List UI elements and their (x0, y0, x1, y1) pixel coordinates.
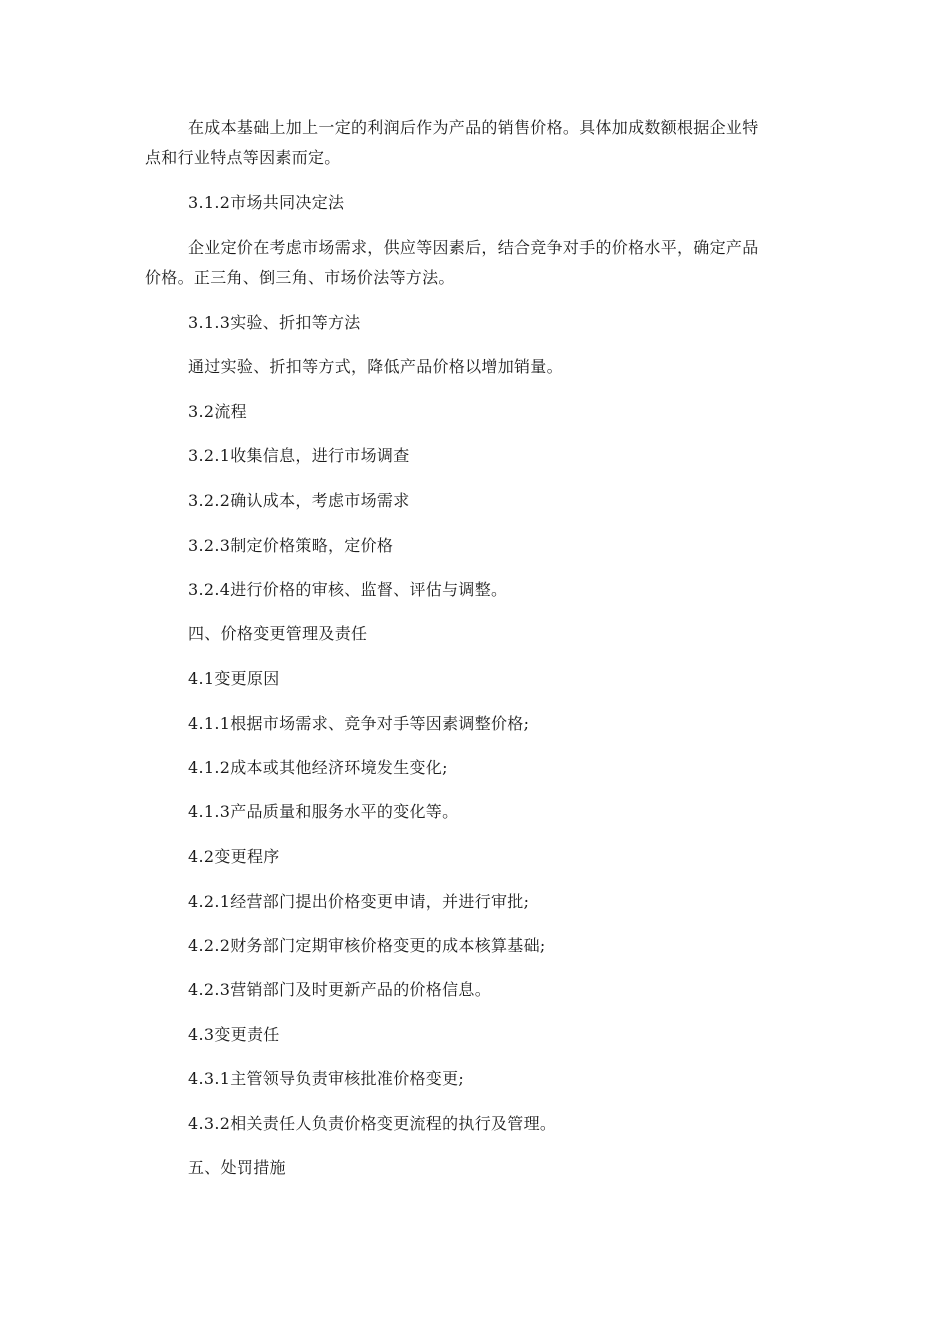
section-heading: 3.1.2市场共同决定法 (188, 193, 345, 212)
paragraph-line: 通过实验、折扣等方式，降低产品价格以增加销量。 (188, 357, 563, 376)
list-item: 4.1.1根据市场需求、竞争对手等因素调整价格; (188, 714, 530, 733)
section-heading: 3.1.3实验、折扣等方法 (188, 313, 361, 332)
list-item: 4.2.2财务部门定期审核价格变更的成本核算基础; (188, 936, 546, 955)
list-item: 4.3.1主管领导负责审核批准价格变更; (188, 1069, 465, 1088)
section-heading: 4.1变更原因 (188, 669, 280, 688)
chapter-heading: 四、价格变更管理及责任 (188, 624, 368, 643)
section-heading: 4.3变更责任 (188, 1025, 280, 1044)
paragraph-line: 在成本基础上加上一定的利润后作为产品的销售价格。具体加成数额根据企业特 (188, 118, 759, 137)
list-item: 3.2.3制定价格策略，定价格 (188, 536, 394, 555)
section-heading: 3.2流程 (188, 402, 247, 421)
chapter-heading: 五、处罚措施 (188, 1158, 286, 1177)
list-item: 4.1.2成本或其他经济环境发生变化; (188, 758, 448, 777)
paragraph-line: 价格。正三角、倒三角、市场价法等方法。 (145, 268, 455, 287)
section-heading: 4.2变更程序 (188, 847, 280, 866)
list-item: 4.2.3营销部门及时更新产品的价格信息。 (188, 980, 492, 999)
list-item: 3.2.4进行价格的审核、监督、评估与调整。 (188, 580, 508, 599)
list-item: 4.2.1经营部门提出价格变更申请，并进行审批; (188, 892, 530, 911)
paragraph-line: 点和行业特点等因素而定。 (145, 148, 341, 167)
list-item: 3.2.1收集信息，进行市场调查 (188, 446, 410, 465)
list-item: 4.1.3产品质量和服务水平的变化等。 (188, 802, 459, 821)
list-item: 4.3.2相关责任人负责价格变更流程的执行及管理。 (188, 1114, 557, 1133)
list-item: 3.2.2确认成本，考虑市场需求 (188, 491, 410, 510)
paragraph-line: 企业定价在考虑市场需求，供应等因素后，结合竞争对手的价格水平，确定产品 (188, 238, 759, 257)
